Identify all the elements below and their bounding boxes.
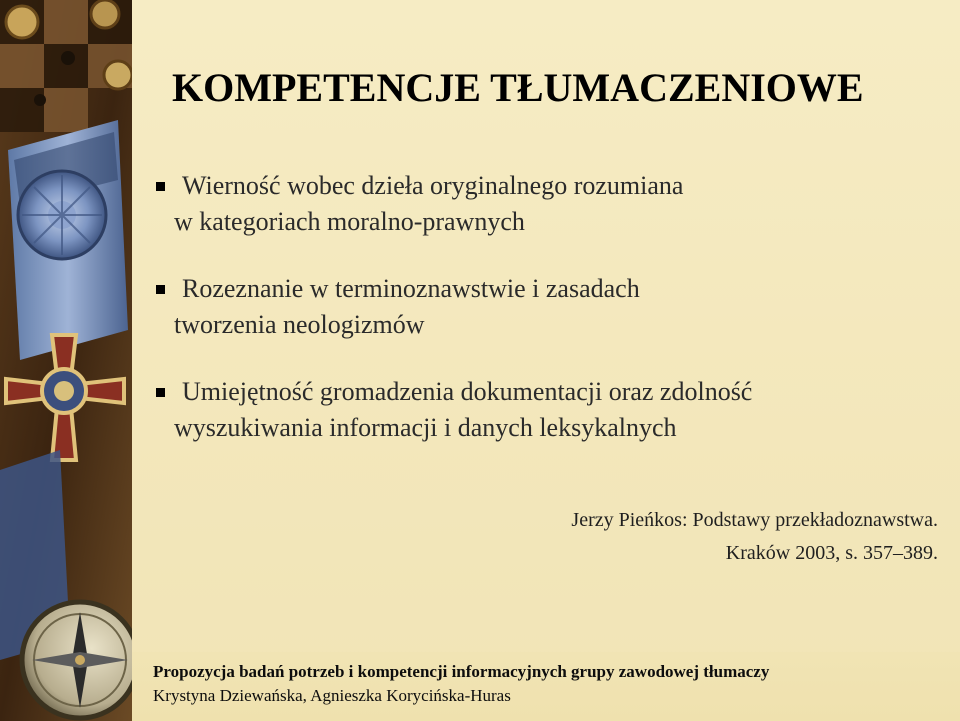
side-decorative-image <box>0 0 132 721</box>
bullet-line: wyszukiwania informacji i danych leksykalnych <box>174 413 677 442</box>
bullet-item <box>152 374 932 446</box>
footer-authors: Krystyna Dziewańska, Agnieszka Korycińska-Huras <box>153 686 511 705</box>
citation-line: Kraków 2003, s. 357–389. <box>725 542 938 564</box>
slide-title: KOMPETENCJE TŁUMACZENIOWE <box>172 65 864 110</box>
bullet-item <box>152 168 932 240</box>
citation <box>378 504 938 570</box>
bullet-list <box>152 168 932 477</box>
bullet-line: Umiejętność gromadzenia dokumentacji oraz zdolność <box>182 377 753 406</box>
bullet-line: Wierność wobec dzieła oryginalnego rozumiana <box>182 171 684 200</box>
bullet-item <box>152 271 932 343</box>
citation-line: Jerzy Pieńkos: Podstawy przekładoznawstwa. <box>571 509 938 531</box>
bullet-line: w kategoriach moralno-prawnych <box>174 207 525 236</box>
footer-title: Propozycja badań potrzeb i kompetencji informacyjnych grupy zawodowej tłumaczy <box>153 662 770 681</box>
square-bullet-icon <box>156 285 165 294</box>
square-bullet-icon <box>156 388 165 397</box>
bullet-line: tworzenia neologizmów <box>174 310 425 339</box>
bullet-line: Rozeznanie w terminoznawstwie i zasadach <box>182 274 640 303</box>
square-bullet-icon <box>156 182 165 191</box>
